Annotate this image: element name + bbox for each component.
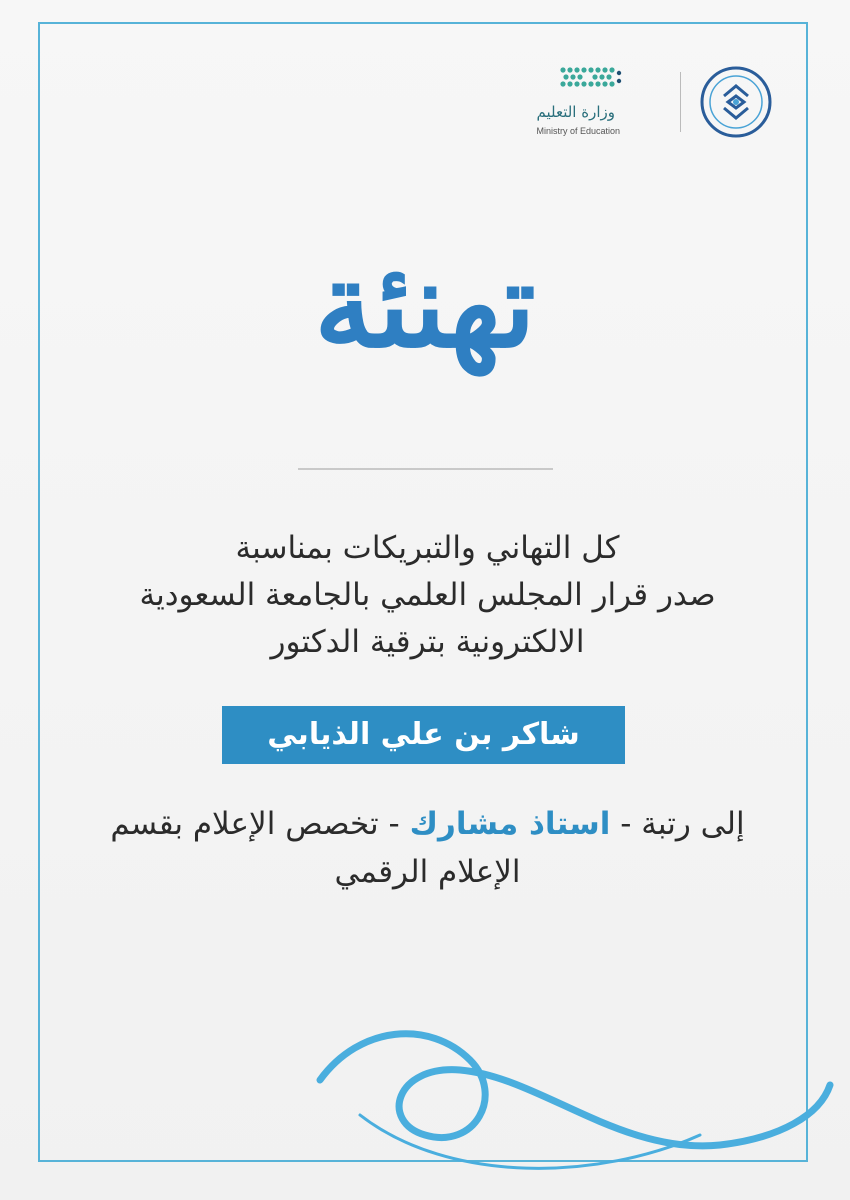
- promotion-prefix: إلى رتبة -: [620, 806, 745, 842]
- promotion-suffix: - تخصص الإعلام بقسم: [110, 806, 400, 842]
- decorative-flourish: [300, 985, 840, 1185]
- seu-seal-icon: [700, 66, 772, 138]
- promotion-line-1: [60, 800, 795, 848]
- logo-divider: [680, 72, 681, 132]
- message-block: [60, 525, 795, 666]
- title-text: تهنئة: [314, 235, 536, 374]
- message-line-3: الالكترونية بترقية الدكتور: [270, 624, 585, 660]
- separator-line: [298, 468, 553, 470]
- moe-english-name: Ministry of Education: [536, 126, 620, 136]
- promotion-block: [60, 800, 795, 896]
- saudi-electronic-university-logo: [700, 66, 772, 138]
- promotion-line-2: الإعلام الرقمي: [334, 854, 521, 890]
- honoree-name-banner: شاكر بن علي الذيابي: [222, 706, 625, 764]
- ministry-of-education-logo: [515, 62, 655, 142]
- logos-bar: [515, 58, 775, 148]
- moe-dots-icon: [515, 62, 655, 102]
- message-line-1: كل التهاني والتبريكات بمناسبة: [235, 530, 620, 566]
- title-calligraphy: [220, 215, 630, 415]
- promotion-rank: استاذ مشارك: [409, 806, 611, 842]
- moe-arabic-name: وزارة التعليم: [536, 103, 615, 121]
- message-line-2: صدر قرار المجلس العلمي بالجامعة السعودية: [139, 577, 716, 613]
